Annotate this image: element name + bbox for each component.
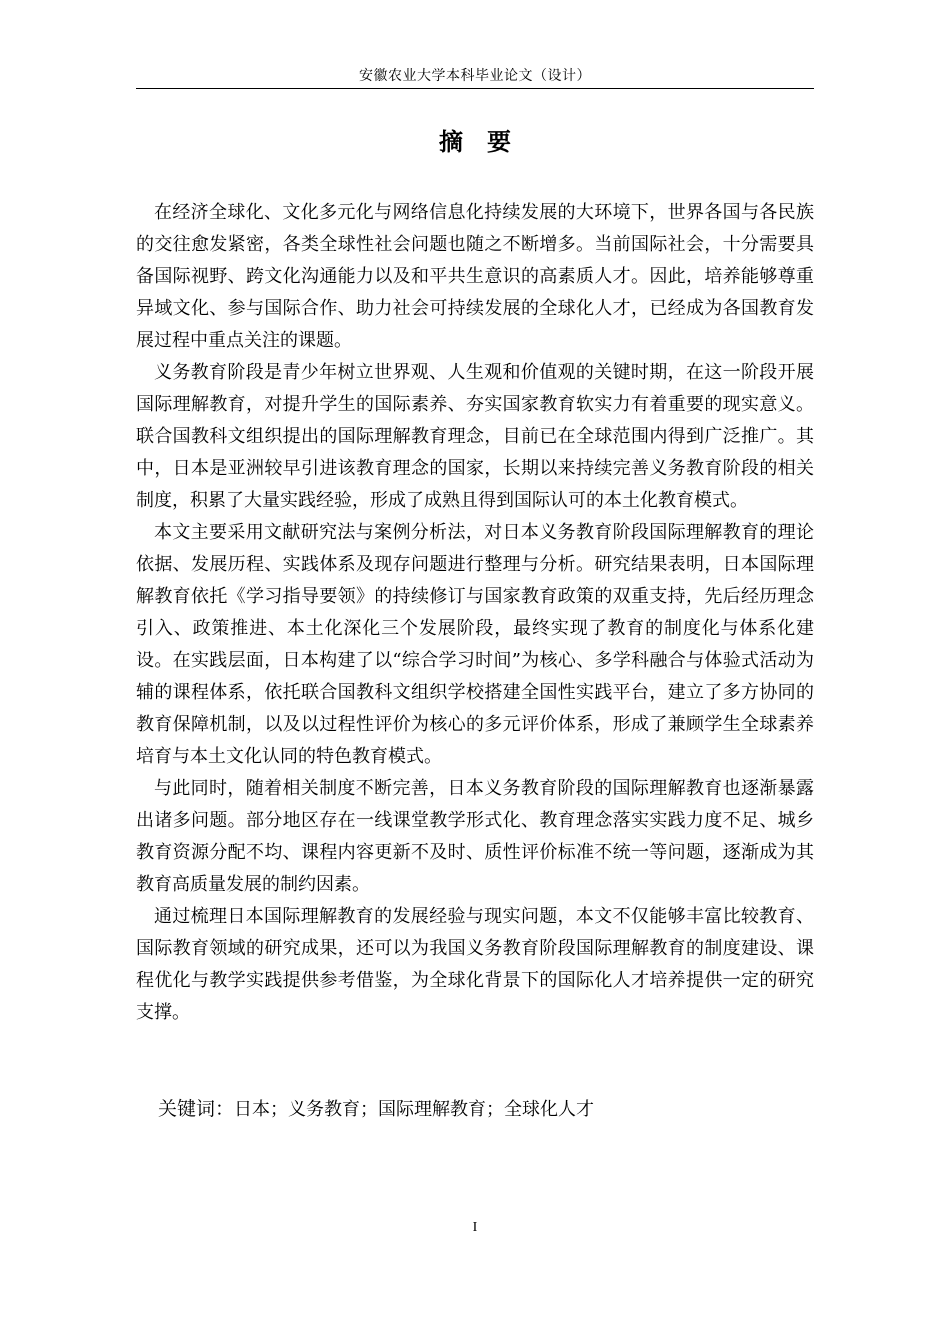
keywords-value: 日本；义务教育；国际理解教育；全球化人才 <box>234 1099 595 1120</box>
keywords-label: 关键词： <box>158 1098 235 1120</box>
running-header: 安徽农业大学本科毕业论文（设计） <box>359 68 591 84</box>
abstract-paragraph-5: 通过梳理日本国际理解教育的发展经验与现实问题，本文不仅能够丰富比较教育、国际教育领域的研究成果，还可以为我国义务教育阶段国际理解教育的制度建设、课程优化与教学实践提供参考借鉴，为全球化背景下的国际化人才培养提供一定的研究支撑。 <box>136 906 814 1023</box>
abstract-title: 摘要 <box>439 128 535 156</box>
abstract-paragraph-3: 本文主要采用文献研究法与案例分析法，对日本义务教育阶段国际理解教育的理论依据、发展历程、实践体系及现存问题进行整理与分析。研究结果表明，日本国际理解教育依托《学习指导要领》的持续修订与国家教育政策的双重支持，先后经历理念引入、政策推进、本土化深化三个发展阶段，最终实现了教育的制度化与体系化建设。在实践层面，日本构建了以“综合学习时间”为核心、多学科融合与体验式活动为辅的课程体系，依托联合国教科文组织学校搭建全国性实践平台，建立了多方协同的教育保障机制，以及以过程性评价为核心的多元评价体系，形成了兼顾学生全球素养培育与本土文化认同的特色教育模式。 <box>136 522 814 767</box>
abstract-body <box>136 197 814 1029</box>
abstract-paragraph-1: 在经济全球化、文化多元化与网络信息化持续发展的大环境下，世界各国与各民族的交往愈发紧密，各类全球性社会问题也随之不断增多。当前国际社会，十分需要具备国际视野、跨文化沟通能力以及和平共生意识的高素质人才。因此，培养能够尊重异域文化、参与国际合作、助力社会可持续发展的全球化人才，已经成为各国教育发展过程中重点关注的课题。 <box>136 202 814 351</box>
page-number: I <box>472 1220 478 1235</box>
keywords-line <box>158 1093 798 1126</box>
header-rule <box>136 88 814 89</box>
abstract-paragraph-4: 与此同时，随着相关制度不断完善，日本义务教育阶段的国际理解教育也逐渐暴露出诸多问题。部分地区存在一线课堂教学形式化、教育理念落实实践力度不足、城乡教育资源分配不均、课程内容更新不及时、质性评价标准不统一等问题，逐渐成为其教育高质量发展的制约因素。 <box>136 778 814 895</box>
abstract-paragraph-2: 义务教育阶段是青少年树立世界观、人生观和价值观的关键时期，在这一阶段开展国际理解教育，对提升学生的国际素养、夯实国家教育软实力有着重要的现实意义。联合国教科文组织提出的国际理解教育理念，目前已在全球范围内得到广泛推广。其中，日本是亚洲较早引进该教育理念的国家，长期以来持续完善义务教育阶段的相关制度，积累了大量实践经验，形成了成熟且得到国际认可的本土化教育模式。 <box>136 362 814 511</box>
